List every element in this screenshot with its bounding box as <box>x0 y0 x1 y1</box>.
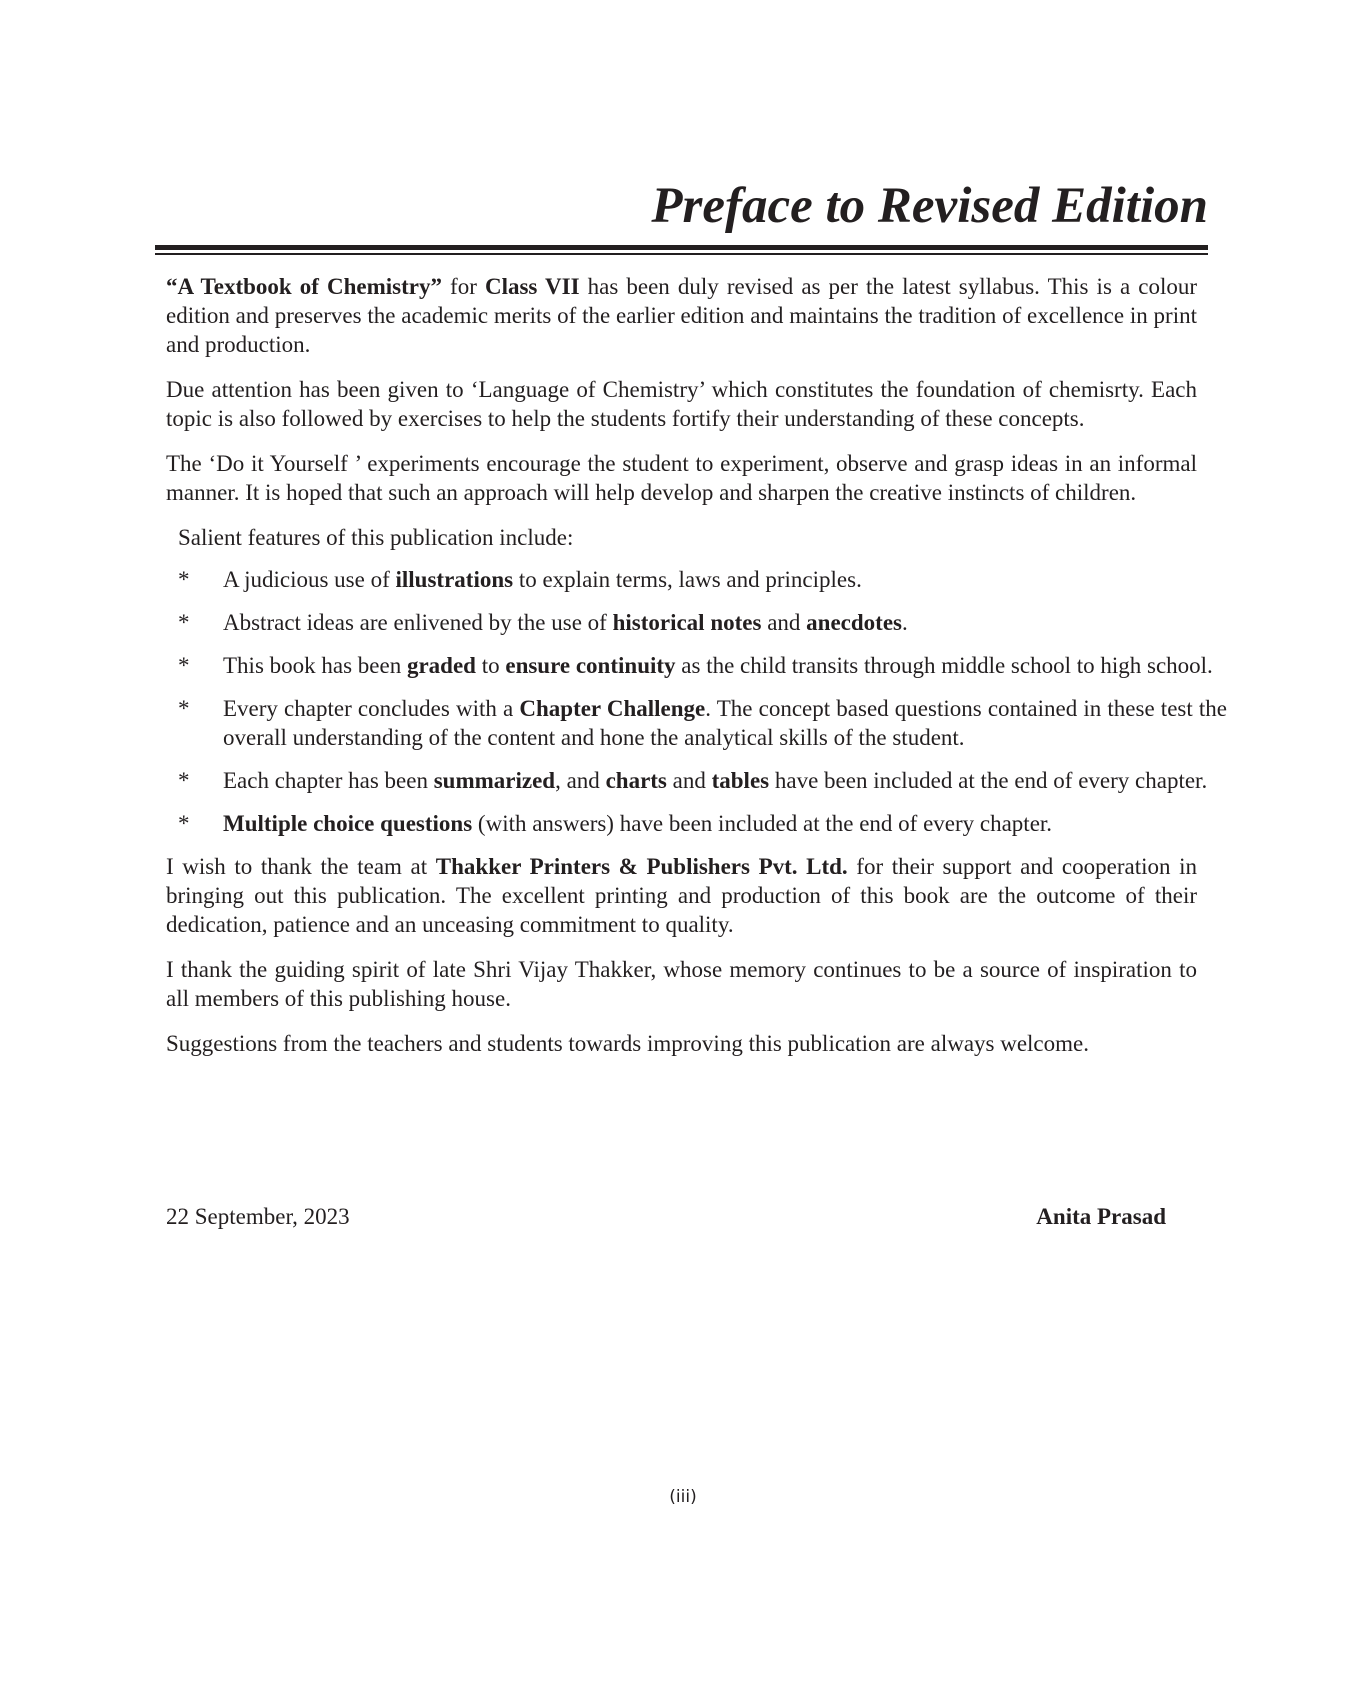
bullet-asterisk: * <box>178 768 190 793</box>
bullet-asterisk: * <box>178 567 190 592</box>
class-name: Class VII <box>484 274 580 299</box>
language-paragraph: Due attention has been given to ‘Language of Chemistry’ which constitutes the foundation of chemisrty. Each topic is also followed by exercises to help the students fortify their understanding of these concepts. <box>166 377 1197 431</box>
page-title: Preface to Revised Edition <box>651 178 1208 234</box>
title-rule-thin <box>155 253 1208 255</box>
list-item: * This book has been graded to ensure continuity as the child transits through middle school to high school. <box>178 653 1213 678</box>
thanks-paragraph: I wish to thank the team at Thakker Printers & Publishers Pvt. Ltd. for their support and cooperation in bringing out this publication. The excellent printing and production of this book are the outcome of their dedication, patience and an unceasing commitment to quality. <box>166 854 1197 937</box>
signature-author: Anita Prasad <box>1036 1204 1166 1229</box>
signature-date: 22 September, 2023 <box>166 1204 350 1229</box>
publisher-name: Thakker Printers & Publishers Pvt. Ltd. <box>435 854 848 879</box>
tribute-paragraph: I thank the guiding spirit of late Shri Vijay Thakker, whose memory continues to be a source of inspiration to all members of this publishing house. <box>166 957 1197 1011</box>
list-item: * Every chapter concludes with a Chapter Challenge. The concept based questions contained in these test the overall understanding of the content and hone the analytical skills of the student. <box>178 696 1227 750</box>
bullet-asterisk: * <box>178 653 190 678</box>
preface-body <box>166 272 1227 1074</box>
list-item: * Each chapter has been summarized, and charts and tables have been included at the end of every chapter. <box>178 768 1208 793</box>
bullet-asterisk: * <box>178 696 190 721</box>
list-item: * A judicious use of illustrations to explain terms, laws and principles. <box>178 567 862 592</box>
list-item: * Abstract ideas are enlivened by the use of historical notes and anecdotes. <box>178 610 908 635</box>
book-title: “A Textbook of Chemistry” <box>166 274 442 299</box>
features-list <box>166 565 1227 838</box>
features-intro: Salient features of this publication include: <box>178 525 574 550</box>
suggestions-paragraph: Suggestions from the teachers and students towards improving this publication are always welcome. <box>166 1031 1089 1056</box>
title-rule-thick <box>155 245 1208 250</box>
experiments-paragraph: The ‘Do it Yourself ’ experiments encourage the student to experiment, observe and grasp ideas in an informal manner. It is hoped that such an approach will help develop and sharpen the creative instincts of children. <box>166 451 1197 505</box>
page-number: (iii) <box>669 1487 697 1507</box>
bullet-asterisk: * <box>178 811 190 836</box>
list-item: * Multiple choice questions (with answers) have been included at the end of every chapter. <box>178 811 1053 836</box>
intro-paragraph: “A Textbook of Chemistry” for Class VII has been duly revised as per the latest syllabus. This is a colour edition and preserves the academic merits of the earlier edition and maintains the tradition of excellence in print and production. <box>166 274 1198 357</box>
bullet-asterisk: * <box>178 610 190 635</box>
